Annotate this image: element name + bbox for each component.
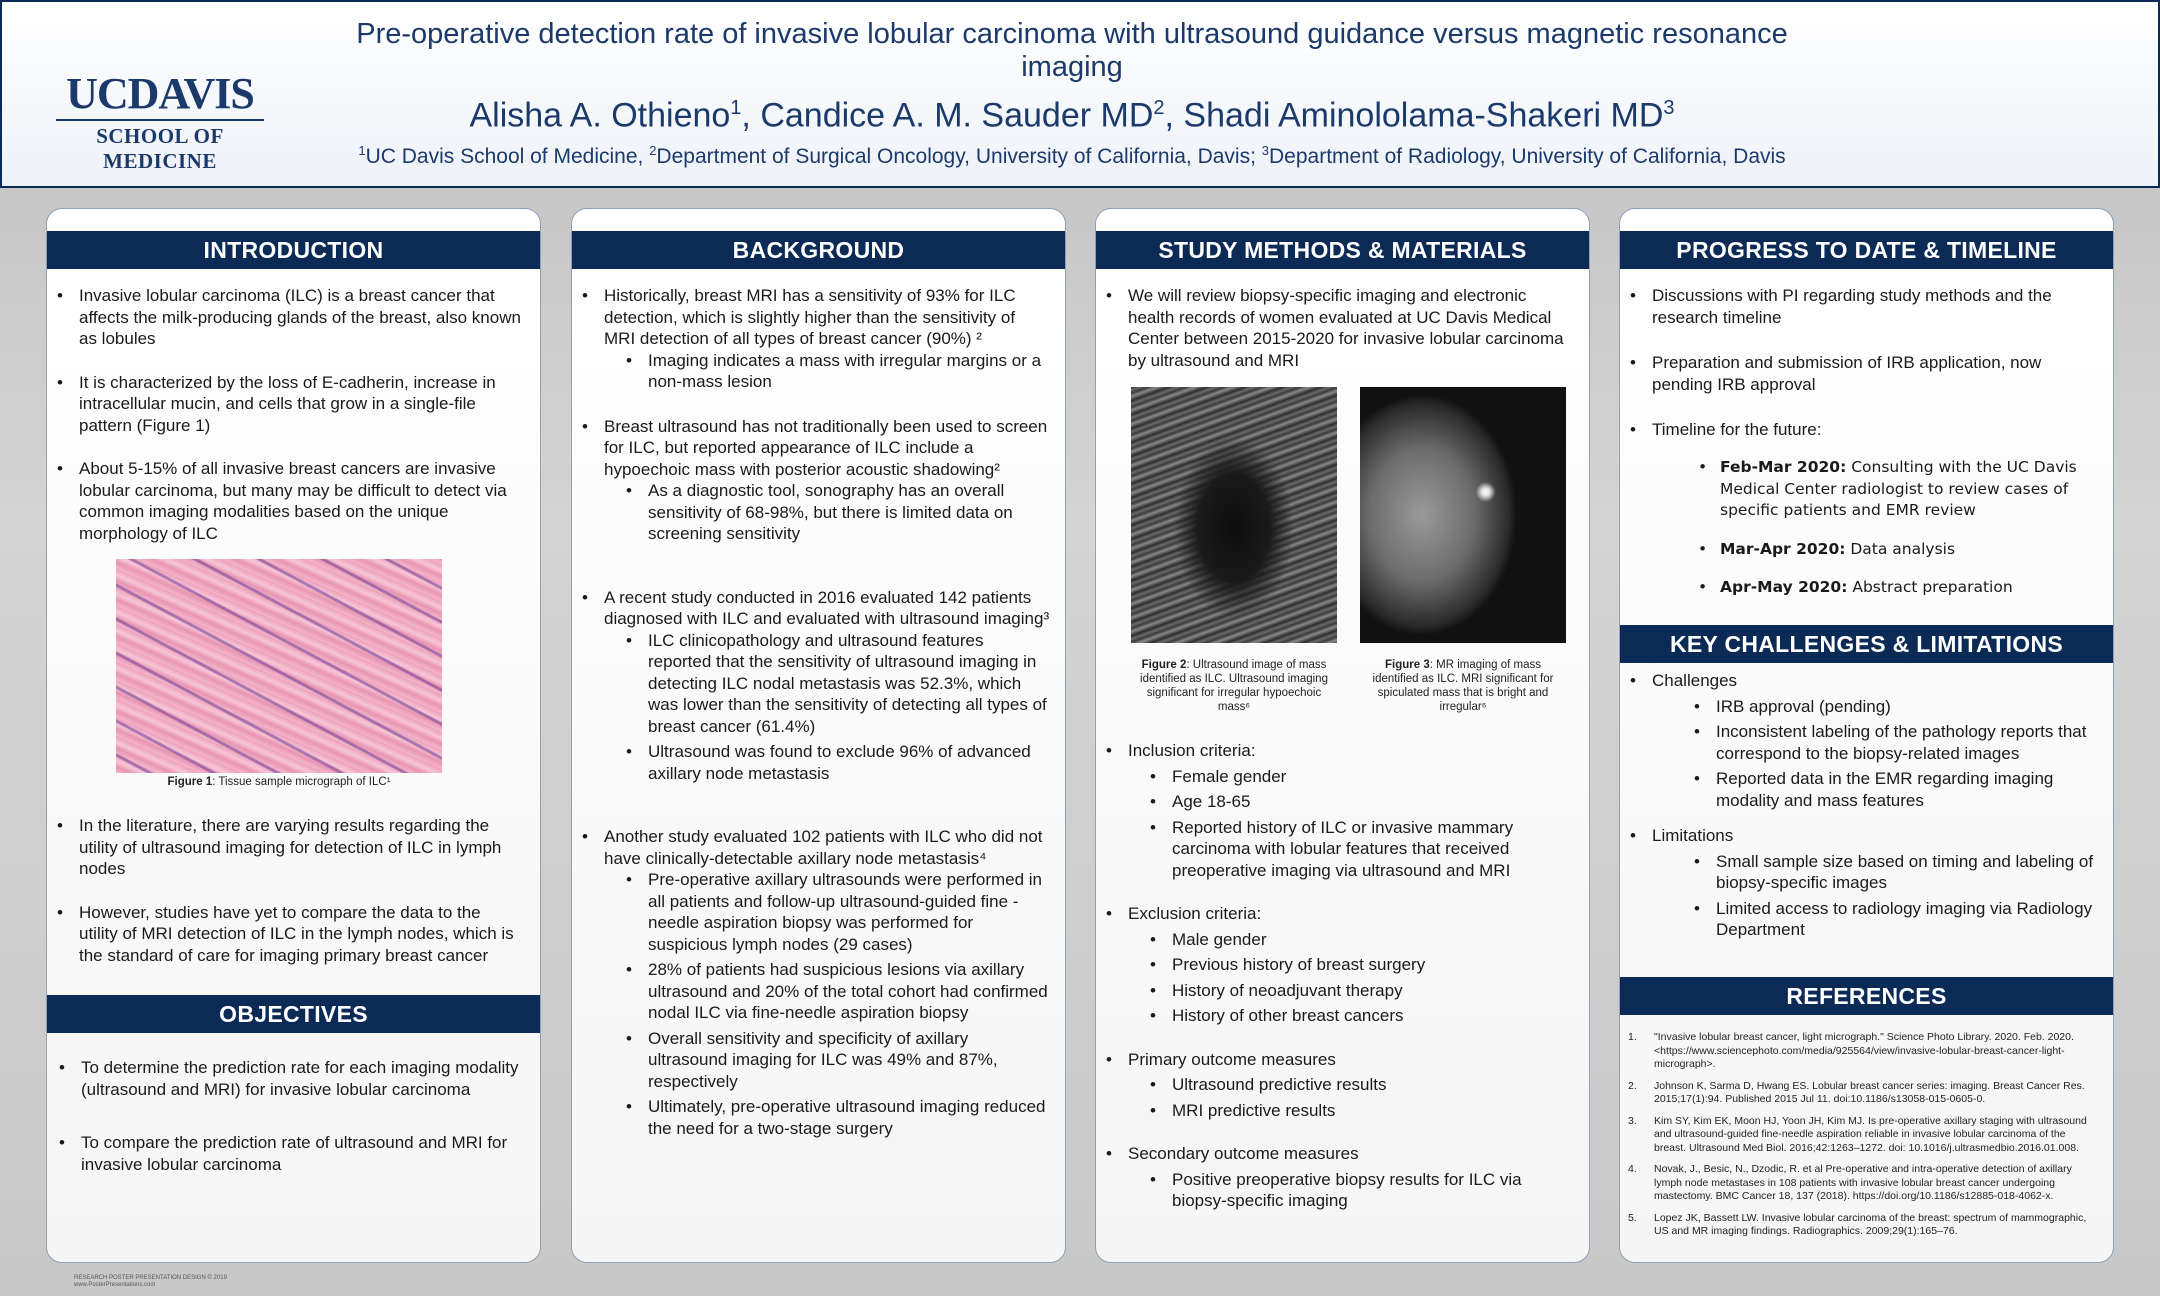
list-item-text: • Another study evaluated 102 patients with ILC who did not have clinically-detectable axillary node metastasis⁴ [604, 827, 1043, 868]
figure-label: Figure 2 [1141, 659, 1187, 671]
list-item [1096, 1049, 1574, 1122]
introduction-list-2 [47, 815, 537, 966]
sub-list-item: • ILC clinicopathology and ultrasound features reported that the sensitivity of ultrasound imaging in detecting ILC nodal metastasis was 52.3%, which was lower than the sensitivity of detecting all types of breast cancer (61.4%) [624, 630, 1050, 738]
mri-image [1360, 387, 1566, 643]
sub-list-item: • History of neoadjuvant therapy [1148, 980, 1574, 1002]
reference-number: 4. [1628, 1163, 1637, 1175]
uc-davis-logo [50, 69, 270, 174]
sub-list [624, 869, 1050, 1139]
sub-list-item: • History of other breast cancers [1148, 1005, 1574, 1027]
sub-list-item: • MRI predictive results [1148, 1100, 1574, 1122]
list-item: • Discussions with PI regarding study methods and the research timeline [1620, 285, 2098, 328]
list-item: • In the literature, there are varying results regarding the utility of ultrasound imaging for detection of ILC in lymph nodes [47, 815, 523, 880]
sub-list [624, 630, 1050, 785]
sub-list [1148, 766, 1574, 882]
methods-intro-list [1096, 285, 1586, 371]
sub-list-item: • Female gender [1148, 766, 1574, 788]
list-item [572, 416, 1050, 545]
list-item-text: • A recent study conducted in 2016 evaluated 142 patients diagnosed with ILC and evaluated with ultrasound imaging³ [604, 587, 1050, 628]
sub-list-item: • Ultrasound predictive results [1148, 1074, 1574, 1096]
reference-text: Kim SY, Kim EK, Moon HJ, Yoon JH, Kim MJ. Is pre-operative axillary staging with ultrasound and ultrasound-guided fine-needle aspiration reliable in invasive lobular carcinoma of the breast. Ultrasound Med Biol. 2016;42:1263–1272. doi: 10.1016/j.ultrasmedbio.2016.01.008. [1654, 1114, 2087, 1154]
list-item-text: • Primary outcome measures [1128, 1049, 1336, 1069]
reference-text: Johnson K, Sarma D, Hwang ES. Lobular breast cancer series: imaging. Breast Cancer Res. 2015;17(1):94. Published 2015 Jul 11. doi:10.1186/s13058-015-0605-0. [1654, 1079, 2085, 1105]
timeline-item [1696, 539, 2101, 561]
objectives-list [49, 1057, 537, 1175]
list-item [1096, 903, 1574, 1027]
list-item: • Invasive lobular carcinoma (ILC) is a breast cancer that affects the milk-producing glands of the breast, also known as lobules [47, 285, 523, 350]
affil-sup: 1 [358, 143, 366, 159]
list-item-text: • Historically, breast MRI has a sensitivity of 93% for ILC detection, which is slightly higher than the sensitivity of MRI detection of all types of breast cancer (90%) ² [604, 286, 1016, 348]
list-item-text: • Challenges [1652, 671, 1738, 690]
logo-wordmark: UCDAVIS [66, 69, 254, 118]
tissue-micrograph-image [116, 559, 442, 773]
figure-label: Figure 3 [1385, 659, 1430, 671]
sub-list-item: • Inconsistent labeling of the pathology reports that correspond to the biopsy-related images [1692, 721, 2102, 764]
affil-text: UC Davis School of Medicine, [365, 145, 650, 169]
poster-title: Pre-operative detection rate of invasive lobular carcinoma with ultrasound guidance versus magnetic resonance imaging [356, 18, 1788, 83]
sub-list-item: • Male gender [1148, 929, 1574, 951]
sub-list [624, 480, 1050, 545]
sub-list-item: • Pre-operative axillary ultrasounds were performed in all patients and follow-up ultrasound-guided fine -needle aspiration biopsy was performed for suspicious lymph nodes (29 cases) [624, 869, 1050, 955]
panel-progress [1619, 208, 2114, 1263]
reference-item [1620, 1115, 2098, 1156]
sub-list-item: • Imaging indicates a mass with irregular margins or a non-mass lesion [624, 350, 1050, 393]
list-item-text: • Inclusion criteria: [1128, 741, 1256, 760]
title-block [302, 18, 1842, 171]
timeline-date: Apr-May 2020: [1720, 578, 1848, 596]
reference-item [1620, 1212, 2098, 1239]
references-list [1620, 1031, 2104, 1247]
figure-label: Figure 1 [167, 776, 213, 788]
sub-list-item: • Positive preoperative biopsy results for ILC via biopsy-specific imaging [1148, 1169, 1574, 1212]
reference-item [1620, 1031, 2098, 1072]
sub-list-item: • As a diagnostic tool, sonography has an overall sensitivity of 68-98%, but there is limited data on screening sensitivity [624, 480, 1050, 545]
sub-list-item: • Ultimately, pre-operative ultrasound imaging reduced the need for a two-stage surgery [624, 1096, 1050, 1139]
figure1-caption [87, 775, 471, 789]
caption-text: : Ultrasound image of mass identified as ILC. Ultrasound imaging significant for irregular hypoechoic mass⁶ [1140, 659, 1328, 713]
figure3-caption [1365, 658, 1561, 714]
timeline-date: Feb-Mar 2020: [1720, 458, 1847, 476]
sub-list-item: • Previous history of breast surgery [1148, 954, 1574, 976]
sub-list-item: • 28% of patients had suspicious lesions via axillary ultrasound and 20% of the total cohort had confirmed nodal ILC via fine-needle aspiration biopsy [624, 959, 1050, 1024]
sub-list-item: • Limited access to radiology imaging via Radiology Department [1692, 898, 2102, 941]
affil-sup: 2 [649, 143, 657, 159]
affil-text: Department of Radiology, University of California, Davis [1269, 145, 1786, 169]
ultrasound-image [1131, 387, 1337, 643]
list-item: • To compare the prediction rate of ultrasound and MRI for invasive lobular carcinoma [49, 1132, 523, 1175]
author-name: Candice A. M. Sauder MD [760, 96, 1154, 135]
list-item: • However, studies have yet to compare the data to the utility of MRI detection of ILC in the lymph nodes, which is the standard of care for imaging primary breast cancer [47, 902, 523, 967]
reference-text: Novak, J., Besic, N., Dzodic, R. et al Pre-operative and intra-operative detection of axillary lymph node metastases in 108 patients with invasive lobular breast cancer undergoing mastectomy. BMC Cancer 18, 137 (2018). https://doi.org/10.1186/s12885-018-4062-x. [1654, 1163, 2072, 1202]
author-sup: 2 [1153, 97, 1165, 119]
list-item-text: • Limitations [1652, 826, 1734, 845]
list-item [1620, 825, 2102, 941]
reference-text: "Invasive lobular breast cancer, light micrograph." Science Photo Library. 2020. Feb. 2020. <https://www.sciencephoto.com/media/925564/view/invasive-lobular-breast-cancer-light-micrograph>. [1654, 1031, 2074, 1070]
timeline-task: Consulting with the UC Davis Medical Center radiologist to review cases of specific patients and EMR review [1720, 458, 2077, 519]
timeline-item [1696, 577, 2101, 599]
caption-text: : MR imaging of mass identified as ILC. MRI significant for spiculated mass that is bright and irregular⁶ [1372, 659, 1554, 713]
progress-heading: PROGRESS TO DATE & TIMELINE [1620, 231, 2113, 269]
figure2-caption [1136, 658, 1332, 714]
sub-list [1148, 929, 1574, 1027]
list-item-text: • Breast ultrasound has not traditionally been used to screen for ILC, but reported appearance of ILC include a hypoechoic mass with posterior acoustic shadowing² [604, 416, 1048, 479]
panel-methods [1095, 208, 1590, 1263]
poster-header [0, 0, 2160, 188]
list-item [572, 587, 1050, 785]
reference-text: Lopez JK, Bassett LW. Invasive lobular carcinoma of the breast: spectrum of mammographic, US and MR imaging findings. Radiographics. 2009;29(1):165–76. [1654, 1211, 2087, 1237]
reference-number: 3. [1628, 1114, 1637, 1127]
poster-footer [74, 1275, 227, 1289]
methods-criteria-list [1096, 740, 1586, 1212]
timeline-date: Mar-Apr 2020: [1720, 539, 1846, 558]
sub-list-item: • Small sample size based on timing and labeling of biopsy-specific images [1692, 851, 2102, 894]
sub-list-item: • Ultrasound was found to exclude 96% of advanced axillary node metastasis [624, 741, 1050, 784]
reference-item [1620, 1080, 2098, 1107]
sub-list [624, 350, 1050, 393]
sub-list-item: • Reported data in the EMR regarding imaging modality and mass features [1692, 768, 2102, 811]
author-sup: 1 [730, 97, 742, 119]
list-item-text: • Secondary outcome measures [1128, 1144, 1359, 1163]
panel-background [571, 208, 1066, 1263]
timeline-task: Data analysis [1845, 539, 1956, 558]
challenges-list [1620, 670, 2110, 941]
methods-heading: STUDY METHODS & MATERIALS [1096, 231, 1589, 269]
sub-list-item: • Age 18-65 [1148, 791, 1574, 813]
objectives-heading: OBJECTIVES [47, 995, 540, 1033]
background-heading: BACKGROUND [572, 231, 1065, 269]
references-heading: REFERENCES [1620, 977, 2113, 1015]
list-item-text: • Exclusion criteria: [1128, 904, 1262, 923]
affiliations [302, 137, 1842, 171]
logo-subtitle: SCHOOL OF MEDICINE [96, 124, 224, 173]
list-item: • About 5-15% of all invasive breast cancers are invasive lobular carcinoma, but many may be difficult to detect via common imaging modalities based on the unique morphology of ILC [47, 458, 523, 544]
panel-introduction [46, 208, 541, 1263]
sub-list [1148, 1074, 1574, 1121]
list-item [1620, 670, 2102, 811]
list-item: • Preparation and submission of IRB application, now pending IRB approval [1620, 352, 2098, 395]
sub-list-item: • Overall sensitivity and specificity of axillary ultrasound imaging for ILC was 49% and 87%, respectively [624, 1028, 1050, 1093]
list-item: • To determine the prediction rate for each imaging modality (ultrasound and MRI) for invasive lobular carcinoma [49, 1057, 523, 1100]
sub-list-item: • IRB approval (pending) [1692, 696, 2102, 718]
reference-item [1620, 1163, 2098, 1204]
list-item [572, 285, 1050, 393]
timeline-task: Abstract preparation [1847, 578, 2013, 596]
reference-number: 5. [1628, 1211, 1637, 1224]
list-item: • Timeline for the future: [1620, 419, 2098, 441]
author-list: Alisha A. Othieno$^1$, Candice A. M. Sauder $MD^2$, Shadi Aminololama-Shakeri $MD^3$ [469, 96, 1675, 135]
list-item: • We will review biopsy-specific imaging and electronic health records of women evaluated at UC Davis Medical Center between 2015-2020 for invasive lobular carcinoma by ultrasound and MRI [1096, 285, 1574, 371]
sub-list [1692, 696, 2102, 812]
caption-text: : Tissue sample micrograph of ILC¹ [212, 776, 391, 788]
author-name: Shadi Aminololama-Shakeri MD [1183, 96, 1664, 135]
sub-list-item: • Reported history of ILC or invasive mammary carcinoma with lobular features that received preoperative imaging via ultrasound and MRI [1148, 817, 1574, 882]
footer-line: www.PosterPresentations.com [74, 1282, 156, 1288]
challenges-heading: KEY CHALLENGES & LIMITATIONS [1620, 625, 2113, 663]
background-list [572, 285, 1062, 1139]
affil-text: Department of Surgical Oncology, University of California, Davis; [656, 145, 1262, 169]
affil-sup: 3 [1261, 143, 1270, 159]
introduction-heading: INTRODUCTION [47, 231, 540, 269]
timeline-item [1696, 457, 2101, 522]
progress-list [1620, 285, 2110, 441]
author-sup: 3 [1663, 97, 1675, 119]
sub-list [1148, 1169, 1574, 1212]
reference-number: 2. [1628, 1079, 1637, 1092]
reference-number: 1. [1628, 1031, 1637, 1043]
list-item [1096, 740, 1574, 881]
author-name: Alisha A. Othieno [469, 96, 731, 135]
logo-rule [56, 119, 264, 121]
list-item [572, 826, 1050, 1139]
footer-line: RESEARCH POSTER PRESENTATION DESIGN © 2019 [74, 1275, 227, 1281]
introduction-list [47, 285, 537, 544]
timeline-list [1696, 457, 2101, 599]
sub-list [1692, 851, 2102, 941]
list-item [1096, 1143, 1574, 1212]
list-item: • It is characterized by the loss of E-cadherin, increase in intracellular mucin, and cells that grow in a single-file pattern (Figure 1) [47, 372, 523, 437]
